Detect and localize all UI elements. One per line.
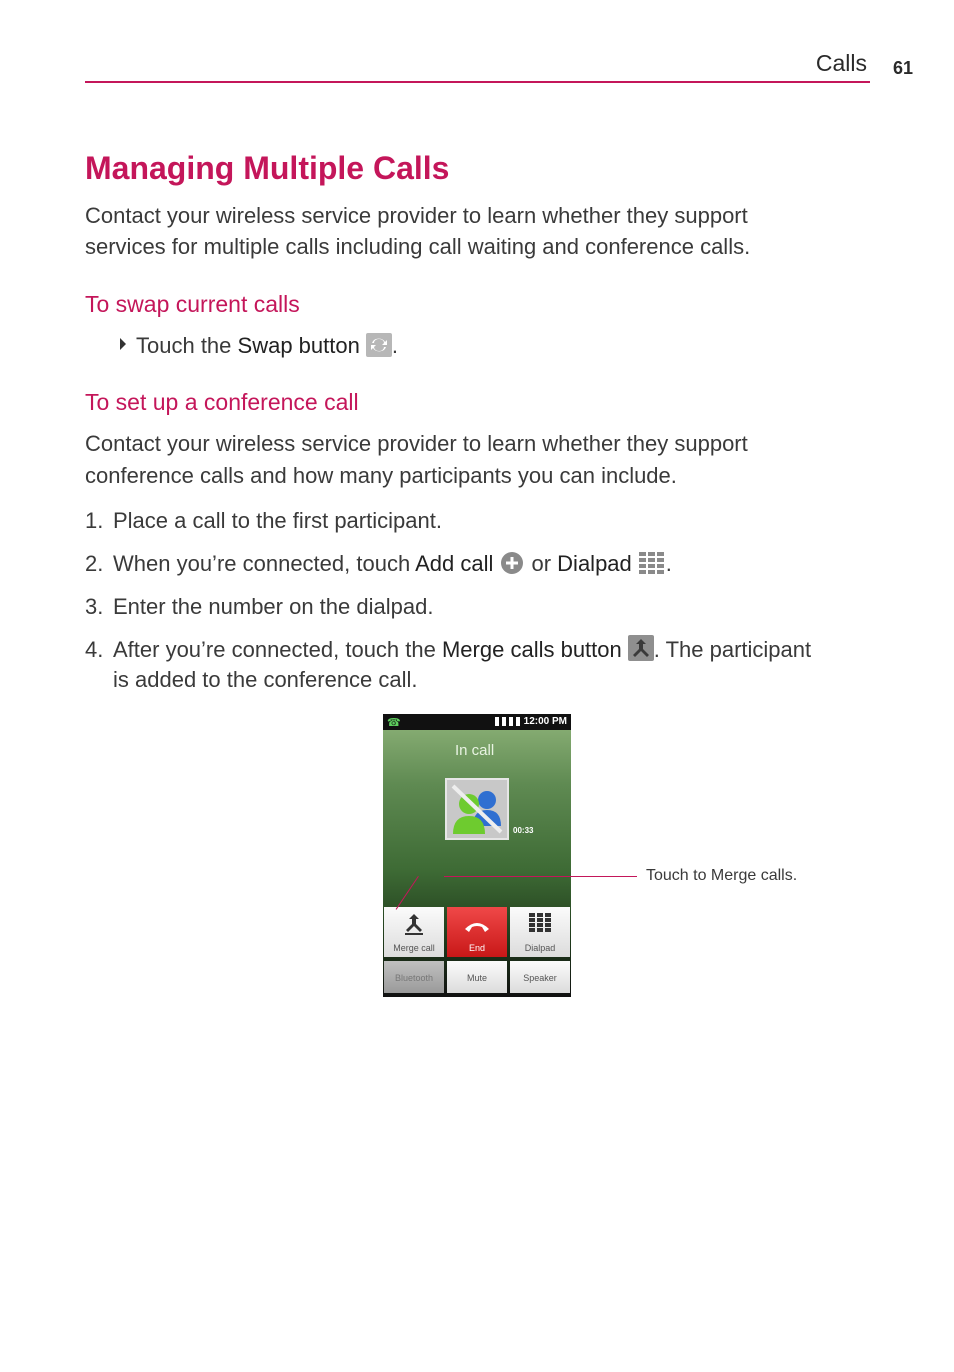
dialpad-label: Dialpad	[557, 551, 632, 576]
call-timer: 00:33	[513, 826, 534, 835]
contact-avatar-icon	[445, 778, 509, 840]
merge-calls-label: Merge calls button	[441, 637, 622, 662]
callout-text: Touch to Merge calls.	[646, 867, 798, 884]
swap-text-after: .	[391, 333, 398, 358]
page-title: Managing Multiple Calls	[85, 150, 450, 186]
bluetooth-button[interactable]	[384, 961, 444, 993]
swap-instruction	[120, 330, 398, 365]
keypad-icon	[529, 913, 551, 933]
swap-icon	[366, 333, 392, 365]
dialpad-icon	[638, 551, 666, 583]
dialpad-button-label: Dialpad	[524, 943, 556, 953]
mute-label: Mute	[466, 973, 487, 983]
add-call-icon	[499, 551, 525, 583]
intro-line-1: Contact your wireless service provider to learn whether they support	[85, 203, 748, 228]
step-number-4: 4.	[85, 637, 104, 662]
page-number: 61	[893, 58, 914, 78]
end-call-label: End	[468, 943, 485, 953]
running-header-section: Calls	[815, 50, 867, 76]
conference-intro-line-2: conference calls and how many participants you can include.	[85, 463, 677, 488]
conference-intro-line-1: Contact your wireless service provider to learn whether they support	[85, 431, 748, 456]
step-1-text: Place a call to the first participant.	[113, 508, 442, 533]
add-call-label: Add call	[415, 551, 494, 576]
call-status-icon: ☎	[387, 717, 401, 729]
end-call-button[interactable]	[447, 907, 507, 957]
merge-call-label: Merge call	[393, 943, 435, 953]
dialpad-button[interactable]	[510, 907, 570, 957]
step-number-1: 1.	[85, 508, 104, 533]
in-call-screenshot	[383, 714, 571, 997]
conference-heading: To set up a conference call	[85, 389, 359, 415]
bullet-arrow-icon	[120, 338, 126, 350]
swap-button-label: Swap button	[237, 333, 360, 358]
in-call-title: In call	[455, 742, 495, 759]
step-number-3: 3.	[85, 594, 104, 619]
speaker-label: Speaker	[523, 973, 557, 983]
step-3-text: Enter the number on the dialpad.	[113, 594, 434, 619]
step-2-text	[113, 548, 672, 583]
step-2-text-before: When you’re connected, touch	[113, 551, 416, 576]
merge-call-button[interactable]	[384, 907, 444, 957]
phone-status-bar	[383, 714, 571, 730]
step-4-text-before: After you’re connected, touch the	[113, 637, 442, 662]
intro-line-2: services for multiple calls including call waiting and conference calls.	[85, 234, 751, 259]
step-2-or: or	[525, 551, 558, 576]
hang-up-icon	[462, 917, 492, 935]
mute-button[interactable]	[447, 961, 507, 993]
bluetooth-label: Bluetooth	[394, 973, 434, 983]
speaker-button[interactable]	[510, 961, 570, 993]
merge-calls-icon	[628, 635, 654, 669]
swap-text-before: Touch the	[136, 333, 238, 358]
step-2-text-after: .	[665, 551, 672, 576]
signal-icon	[495, 717, 521, 726]
swap-heading: To swap current calls	[85, 291, 300, 317]
merge-icon	[404, 912, 424, 936]
callout-line	[444, 876, 637, 877]
header-divider	[85, 81, 870, 83]
step-number-2: 2.	[85, 551, 104, 576]
phone-time: 12:00 PM	[523, 716, 567, 727]
step-4-text-after: . The participant	[653, 637, 812, 662]
step-4-text-line-2: is added to the conference call.	[113, 667, 418, 692]
